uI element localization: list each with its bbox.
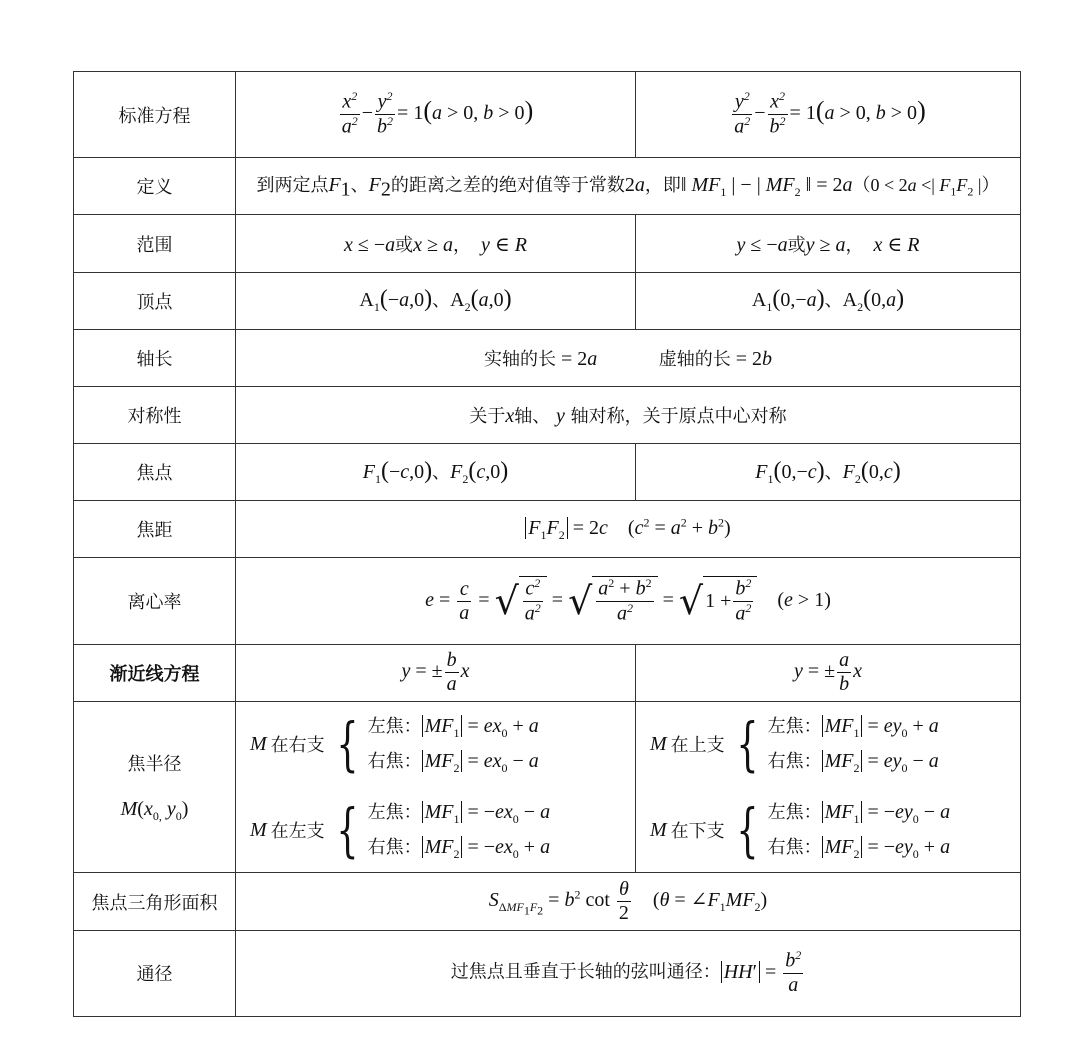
focus-x-axis: $F_1(-c,0)$、$F_2(c,0)$ bbox=[236, 444, 636, 501]
asymptote-y-axis: y = ± $\frac{a}{b}$ x bbox=[636, 644, 1021, 701]
focal-radius-y-axis: M 在上支 { 左焦： $MF_1 = ey_0 + a$ 右焦： $MF_2 = ey_0 - a$ M 在下支 { 左焦： $MF_1 = -ey_0 - a$ 右焦： $MF_2 = -ey_0 + a$ bbox=[636, 701, 1021, 873]
row-standard-equation bbox=[74, 72, 1021, 158]
row-focal-radius bbox=[74, 701, 1021, 873]
row-axis-length bbox=[74, 329, 1021, 386]
range-y-axis: y ≤ −a或y ≥ a， x ∈ R bbox=[636, 215, 1021, 272]
row-asymptote bbox=[74, 644, 1021, 701]
row-label-vertex: 顶点 bbox=[74, 272, 236, 329]
row-triangle-area bbox=[74, 873, 1021, 930]
focal-radius-x-axis: M 在右支 { 左焦： $MF_1 = ex_0 + a$ 右焦： $MF_2 = ex_0 - a$ M 在左支 { 左焦： $MF_1 = -ex_0 - a$ 右焦： $MF_2 = -ex_0 + a$ bbox=[236, 701, 636, 873]
vertex-x-axis: $A_1(-a,0)$、$A_2(a,0)$ bbox=[236, 272, 636, 329]
row-range bbox=[74, 215, 1021, 272]
focus-y-axis: $F_1(0,-c)$、$F_2(0,c)$ bbox=[636, 444, 1021, 501]
standard-eq-y-axis: $\frac{y^2}{a^2}$ − $\frac{x^2}{b^2}$ = 1(a > 0, b > 0) bbox=[636, 72, 1021, 158]
row-label-focal-radius: 焦半径 $M(x_{0,}$ $y_0$) bbox=[74, 701, 236, 873]
axis-length-text: 实轴的长 = 2a 虚轴的长 = 2b bbox=[236, 329, 1021, 386]
row-label-range: 范围 bbox=[74, 215, 236, 272]
row-label-definition: 定义 bbox=[74, 158, 236, 215]
asymptote-x-axis: y = ± $\frac{b}{a}$ x bbox=[236, 644, 636, 701]
range-x-axis: x ≤ −a或x ≥ a， y ∈ R bbox=[236, 215, 636, 272]
vertex-y-axis: $A_1(0,-a)$、$A_2(0,a)$ bbox=[636, 272, 1021, 329]
row-label-focus: 焦点 bbox=[74, 444, 236, 501]
row-focal-distance bbox=[74, 501, 1021, 558]
latus-rectum-text: 过焦点且垂直于长轴的弦叫通径： HH′ = $\frac{b^2}{a}$ bbox=[236, 930, 1021, 1016]
row-label-symmetry: 对称性 bbox=[74, 386, 236, 443]
row-symmetry bbox=[74, 386, 1021, 443]
row-eccentricity bbox=[74, 558, 1021, 644]
symmetry-text: 关于x轴、 y 轴对称，关于原点中心对称 bbox=[236, 386, 1021, 443]
hyperbola-properties-table bbox=[73, 71, 1021, 1017]
definition-text: 到两定点$F_1$、$F_2$的距离之差的绝对值等于常数2a，即‖ $MF_1$ | − | $MF_2$ ‖ = 2a（0 < 2a <| $F_1F_2$ |） bbox=[236, 158, 1021, 215]
focal-distance-formula: $F_1F_2 = 2c$ $(c^2 = a^2 + b^2)$ bbox=[236, 501, 1021, 558]
row-label-standard: 标准方程 bbox=[74, 72, 236, 158]
row-vertex bbox=[74, 272, 1021, 329]
row-definition bbox=[74, 158, 1021, 215]
row-label-focal-distance: 焦距 bbox=[74, 501, 236, 558]
row-label-triangle-area: 焦点三角形面积 bbox=[74, 873, 236, 930]
row-label-eccentricity: 离心率 bbox=[74, 558, 236, 644]
row-latus-rectum bbox=[74, 930, 1021, 1016]
row-focus bbox=[74, 444, 1021, 501]
row-label-asymptote: 渐近线方程 bbox=[74, 644, 236, 701]
triangle-area-formula: $S_{\Delta MF_1F_2} = b^2$ cot $\frac{\theta}{2}$ $(\theta = \angle F_1MF_2)$ bbox=[236, 873, 1021, 930]
row-label-latus-rectum: 通径 bbox=[74, 930, 236, 1016]
eccentricity-formula: e = $\frac{c}{a}$ = √ $\frac{c^2}{a^2}$ = √ $\frac{a^2 + b^2}{a^2}$ = √ 1 + $\frac{b^2}{a^2}$ (e > 1) bbox=[236, 558, 1021, 644]
row-label-axis: 轴长 bbox=[74, 329, 236, 386]
standard-eq-x-axis: $\frac{x^2}{a^2}$ − $\frac{y^2}{b^2}$ = 1(a > 0, b > 0) bbox=[236, 72, 636, 158]
